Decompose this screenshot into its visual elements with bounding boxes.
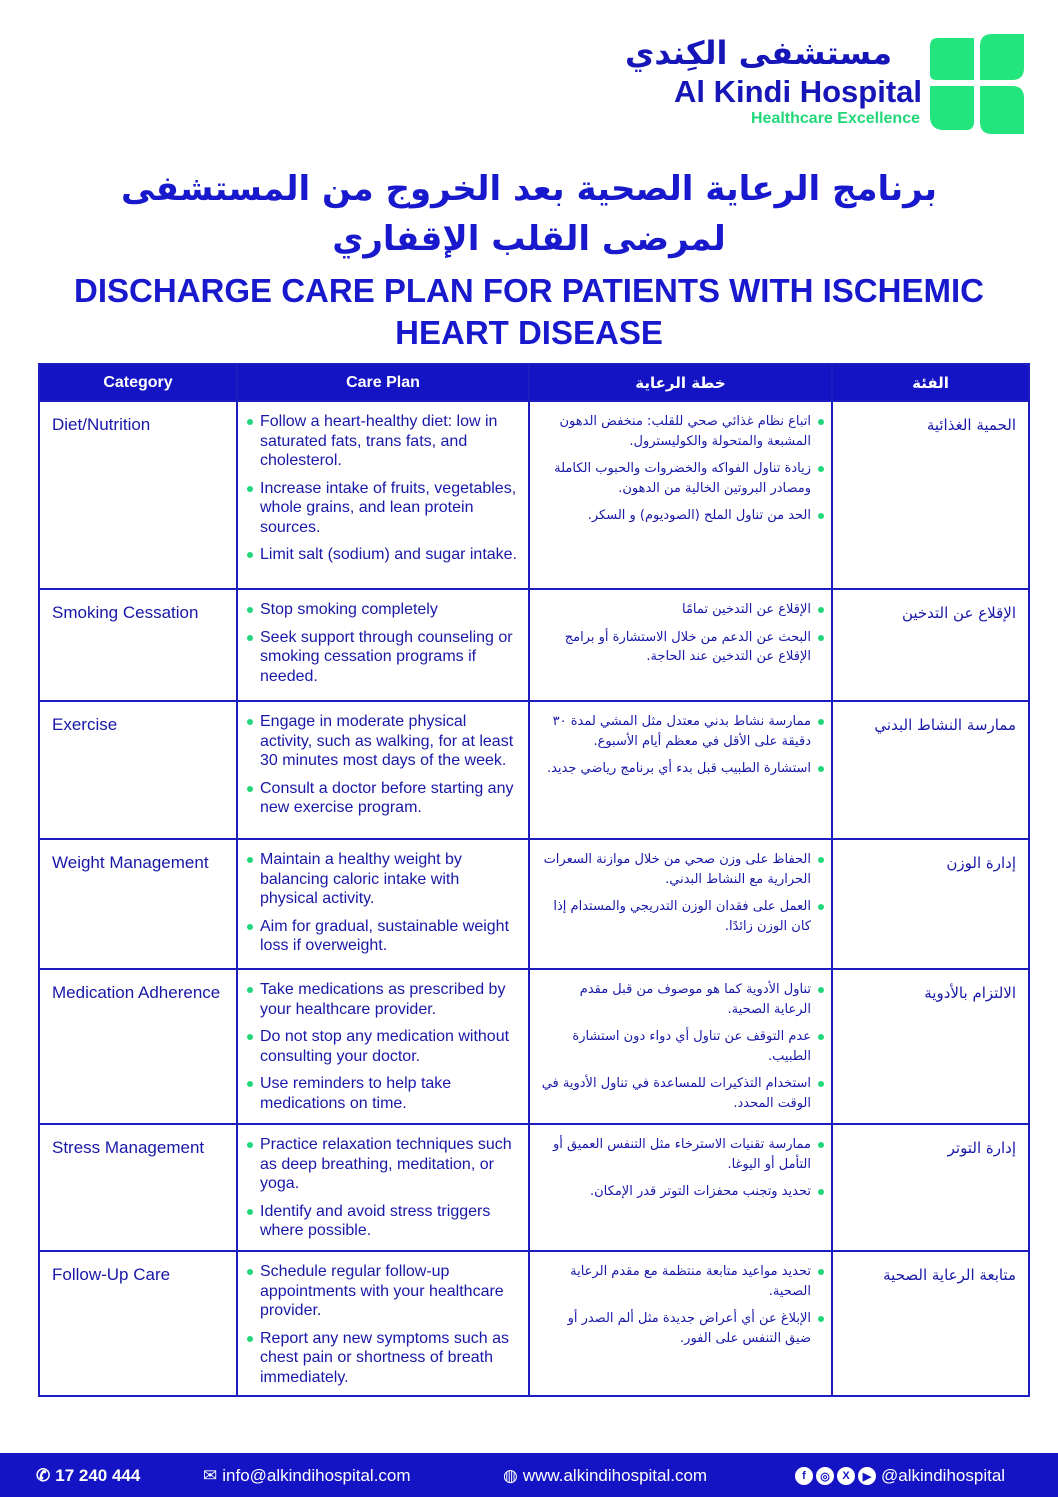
category-label: Diet/Nutrition [52, 415, 151, 434]
email-link[interactable]: info@alkindihospital.com [222, 1466, 411, 1485]
care-plan-cell [237, 701, 529, 839]
leaf-logo-icon [930, 34, 1024, 134]
category-arabic-label: إدارة الوزن [946, 854, 1016, 872]
plan-bullet: ممارسة تقنيات الاسترخاء مثل التنفس العميق أو التأمل أو اليوغا. [540, 1135, 811, 1174]
table-row [39, 1251, 1029, 1396]
plan-bullet: Follow a heart-healthy diet: low in saturated fats, trans fats, and cholesterol. [260, 412, 520, 471]
plan-bullet: Report any new symptoms such as chest pain or shortness of breath immediately. [260, 1329, 520, 1388]
care-plan-cell [237, 589, 529, 701]
category-cell [39, 969, 237, 1124]
table-row [39, 839, 1029, 969]
plan-bullet: Practice relaxation techniques such as deep breathing, meditation, or yoga. [260, 1135, 520, 1194]
plan-bullet: استخدام التذكيرات للمساعدة في تناول الأدوية في الوقت المحدد. [540, 1074, 811, 1113]
x-icon[interactable]: X [837, 1467, 855, 1485]
title-english-line2: HEART DISEASE [395, 314, 663, 351]
facebook-icon[interactable]: f [795, 1467, 813, 1485]
category-arabic-label: ممارسة النشاط البدني [874, 716, 1016, 734]
plan-bullet: اتباع نظام غذائي صحي للقلب: منخفض الدهون المشبعة والمتحولة والكوليسترول. [540, 412, 811, 451]
logo-tagline: Healthcare Excellence [751, 110, 920, 127]
social-handle[interactable]: @alkindihospital [881, 1466, 1006, 1485]
globe-icon: ◍ [503, 1466, 518, 1485]
category-label: Follow-Up Care [52, 1265, 171, 1284]
care-plan-cell [237, 839, 529, 969]
header-category: Category [39, 364, 237, 401]
care-plan-arabic-cell [529, 701, 832, 839]
logo-arabic-name: مستشفى الكِندي [624, 34, 892, 72]
category-arabic-cell [832, 589, 1029, 701]
table-row [39, 701, 1029, 839]
category-cell [39, 839, 237, 969]
category-arabic-cell [832, 1251, 1029, 1396]
header-category-arabic: الفئة [832, 364, 1029, 401]
hospital-logo [624, 30, 1030, 140]
title-english-line1: DISCHARGE CARE PLAN FOR PATIENTS WITH ISCHEMIC [74, 272, 984, 309]
category-arabic-label: متابعة الرعاية الصحية [883, 1266, 1016, 1284]
plan-bullet: Limit salt (sodium) and sugar intake. [260, 545, 520, 565]
header-care-plan: Care Plan [237, 364, 529, 401]
mail-icon: ✉ [203, 1466, 218, 1485]
plan-bullet: Identify and avoid stress triggers where possible. [260, 1202, 520, 1241]
care-plan-cell [237, 1124, 529, 1251]
plan-bullet: الإقلاع عن التدخين تمامًا [540, 600, 811, 620]
category-label: Smoking Cessation [52, 603, 199, 622]
plan-bullet: الإبلاغ عن أي أعراض جديدة مثل ألم الصدر أو ضيق التنفس على الفور. [540, 1309, 811, 1348]
plan-bullet: Stop smoking completely [260, 600, 520, 620]
plan-bullet: البحث عن الدعم من خلال الاستشارة أو برامج الإقلاع عن التدخين عند الحاجة. [540, 628, 811, 667]
logo-english-name: Al Kindi Hospital [674, 74, 922, 109]
plan-bullet: Schedule regular follow-up appointments with your healthcare provider. [260, 1262, 520, 1321]
plan-bullet: عدم التوقف عن تناول أي دواء دون استشارة الطبيب. [540, 1027, 811, 1066]
plan-bullet: Consult a doctor before starting any new exercise program. [260, 779, 520, 818]
plan-bullet: استشارة الطبيب قبل بدء أي برنامج رياضي جديد. [540, 759, 811, 779]
plan-bullet: Engage in moderate physical activity, such as walking, for at least 30 minutes most days of the week. [260, 712, 520, 771]
plan-bullet: Aim for gradual, sustainable weight loss if overweight. [260, 917, 520, 956]
plan-bullet: تحديد مواعيد متابعة منتظمة مع مقدم الرعاية الصحية. [540, 1262, 811, 1301]
plan-bullet: الحد من تناول الملح (الصوديوم) و السكر. [540, 506, 811, 526]
category-arabic-cell [832, 1124, 1029, 1251]
category-cell [39, 401, 237, 589]
footer [0, 1453, 1058, 1497]
care-plan-cell [237, 401, 529, 589]
care-plan-arabic-cell [529, 401, 832, 589]
category-cell [39, 1251, 237, 1396]
category-arabic-label: إدارة التوتر [947, 1139, 1016, 1157]
phone-icon: ✆ [36, 1466, 51, 1485]
title-english [0, 270, 1058, 354]
instagram-icon[interactable]: ◎ [816, 1467, 834, 1485]
plan-bullet: Increase intake of fruits, vegetables, whole grains, and lean protein sources. [260, 479, 520, 538]
title-arabic-line2: لمرضى القلب الإقفاري [332, 219, 726, 259]
category-cell [39, 589, 237, 701]
plan-bullet: الحفاظ على وزن صحي من خلال موازنة السعرات الحرارية مع النشاط البدني. [540, 850, 811, 889]
footer-website [503, 1466, 707, 1486]
category-arabic-cell [832, 401, 1029, 589]
plan-bullet: ممارسة نشاط بدني معتدل مثل المشي لمدة ٣٠ دقيقة على الأقل في معظم أيام الأسبوع. [540, 712, 811, 751]
category-label: Exercise [52, 715, 118, 734]
category-arabic-cell [832, 969, 1029, 1124]
care-plan-arabic-cell [529, 1251, 832, 1396]
category-arabic-cell [832, 701, 1029, 839]
phone-number[interactable]: 17 240 444 [55, 1466, 141, 1485]
table-header-row [39, 364, 1029, 401]
category-label: Weight Management [52, 853, 209, 872]
plan-bullet: Take medications as prescribed by your healthcare provider. [260, 980, 520, 1019]
category-cell [39, 701, 237, 839]
plan-bullet: Maintain a healthy weight by balancing caloric intake with physical activity. [260, 850, 520, 909]
plan-bullet: تحديد وتجنب محفزات التوتر قدر الإمكان. [540, 1182, 811, 1202]
category-arabic-label: الإقلاع عن التدخين [901, 604, 1016, 622]
title-arabic-line1: برنامج الرعاية الصحية بعد الخروج من المستشفى [120, 169, 938, 209]
category-label: Medication Adherence [52, 983, 221, 1002]
category-arabic-label: الالتزام بالأدوية [924, 984, 1016, 1002]
care-plan-arabic-cell [529, 589, 832, 701]
website-link[interactable]: www.alkindihospital.com [522, 1466, 708, 1485]
footer-phone [36, 1466, 140, 1486]
category-arabic-cell [832, 839, 1029, 969]
table-row [39, 589, 1029, 701]
footer-social [795, 1466, 1005, 1486]
plan-bullet: العمل على فقدان الوزن التدريجي والمستدام إذا كان الوزن زائدًا. [540, 897, 811, 936]
table-row [39, 969, 1029, 1124]
plan-bullet: Seek support through counseling or smoking cessation programs if needed. [260, 628, 520, 687]
care-plan-arabic-cell [529, 969, 832, 1124]
plan-bullet: زيادة تناول الفواكه والخضروات والحبوب الكاملة ومصادر البروتين الخالية من الدهون. [540, 459, 811, 498]
care-plan-cell [237, 1251, 529, 1396]
care-plan-arabic-cell [529, 1124, 832, 1251]
plan-bullet: Use reminders to help take medications on time. [260, 1074, 520, 1113]
table-row [39, 401, 1029, 589]
care-plan-cell [237, 969, 529, 1124]
category-cell [39, 1124, 237, 1251]
footer-email [203, 1466, 411, 1486]
care-plan-table [38, 363, 1030, 1397]
category-arabic-label: الحمية الغذائية [926, 416, 1016, 434]
header-care-plan-arabic: خطة الرعاية [529, 364, 832, 401]
care-plan-arabic-cell [529, 839, 832, 969]
category-label: Stress Management [52, 1138, 205, 1157]
table-row [39, 1124, 1029, 1251]
plan-bullet: Do not stop any medication without consulting your doctor. [260, 1027, 520, 1066]
youtube-icon[interactable]: ▶ [858, 1467, 876, 1485]
plan-bullet: تناول الأدوية كما هو موصوف من قبل مقدم الرعاية الصحية. [540, 980, 811, 1019]
